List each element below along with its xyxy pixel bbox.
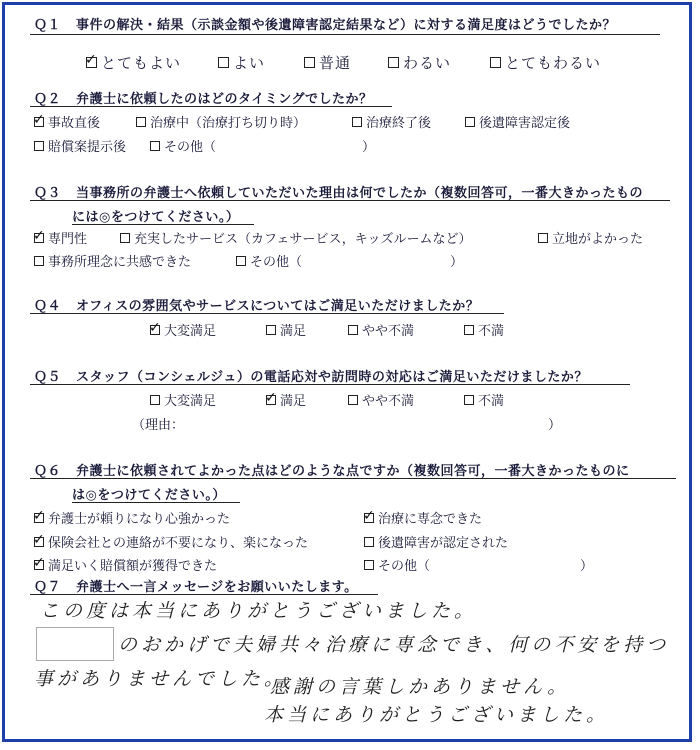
q2-number: Ｑ２ — [34, 92, 62, 107]
checkbox-icon[interactable] — [85, 52, 98, 68]
checkbox-icon[interactable] — [150, 141, 160, 151]
q4-option-2[interactable]: 満足 — [266, 320, 306, 339]
checkbox-icon[interactable] — [490, 57, 501, 68]
q6-option-6[interactable]: その他（ — [364, 555, 430, 574]
q4-option-1[interactable]: ✓ 大変満足 — [149, 319, 217, 339]
q2-option-1[interactable]: ✓ 事故直後 — [33, 111, 101, 131]
checkbox-icon[interactable] — [352, 117, 362, 127]
q1-option-4[interactable]: わるい — [388, 52, 451, 73]
check-mark-icon: ✓ — [33, 111, 45, 128]
message-line-4: 感謝の言葉しかありません。 — [270, 676, 571, 698]
checkbox-icon[interactable] — [364, 560, 374, 570]
q1-option-5[interactable]: とてもわるい — [490, 52, 601, 73]
q2-option-2[interactable]: 治療中（治療打ち切り時） — [136, 112, 306, 131]
checkbox-icon[interactable] — [236, 256, 246, 266]
checkbox-icon[interactable] — [464, 325, 474, 335]
q6-underline-2 — [72, 502, 240, 503]
checkbox-icon[interactable] — [388, 57, 399, 68]
q1-option-2[interactable]: よい — [218, 52, 265, 73]
q3-underline-2 — [72, 224, 254, 225]
q2-option-6[interactable]: その他（ — [150, 136, 216, 155]
message-line-3: 事がありませんでした。 — [34, 668, 288, 690]
checkbox-icon[interactable] — [149, 319, 161, 336]
q3-option-3[interactable]: 立地がよかった — [538, 228, 643, 247]
checkbox-icon[interactable] — [465, 117, 475, 127]
q1-option-3[interactable]: 普通 — [304, 52, 351, 73]
checkbox-icon[interactable] — [464, 395, 474, 405]
q7-question: 弁護士へ一言メッセージをお願いいたします。 — [76, 580, 358, 595]
q5-option-2[interactable]: ✓ 満足 — [265, 389, 307, 409]
q5-option-1[interactable]: 大変満足 — [150, 390, 216, 409]
check-mark-icon: ✓ — [33, 531, 45, 548]
check-mark-icon: ✓ — [265, 389, 277, 406]
checkbox-icon[interactable] — [265, 389, 277, 406]
q5-option-4[interactable]: 不満 — [464, 390, 504, 409]
q2-other-close: ） — [362, 140, 376, 155]
checkbox-icon[interactable] — [363, 507, 375, 524]
check-mark-icon: ✓ — [33, 227, 45, 244]
q5-number: Ｑ５ — [34, 370, 62, 385]
q6-option-2[interactable]: ✓ 治療に専念できた — [363, 507, 483, 527]
q6-question-cont: は◎をつけてください。） — [72, 488, 226, 503]
q2-option-4[interactable]: 後遺障害認定後 — [465, 112, 570, 131]
q1-option-1[interactable]: ✓ とてもよい — [85, 52, 182, 72]
q5-option-3[interactable]: やや不満 — [348, 390, 414, 409]
checkbox-icon[interactable] — [304, 57, 315, 68]
q5-underline — [30, 384, 630, 385]
q3-option-2[interactable]: 充実したサービス（カフェサービス，キッズルームなど） — [120, 228, 471, 247]
check-mark-icon: ✓ — [33, 507, 45, 524]
checkbox-icon[interactable] — [33, 507, 45, 524]
checkbox-icon[interactable] — [364, 537, 374, 547]
q6-option-3[interactable]: ✓ 保険会社との連絡が不要になり、楽になった — [33, 531, 309, 551]
checkbox-icon[interactable] — [34, 141, 44, 151]
message-line-1: この度は本当にありがとうございました。 — [40, 600, 478, 622]
check-mark-icon: ✓ — [149, 319, 161, 336]
q1-number: Ｑ１ — [34, 18, 62, 33]
message-line-5: 本当にありがとうございました。 — [264, 704, 610, 726]
check-mark-icon: ✓ — [363, 507, 375, 524]
check-mark-icon: ✓ — [85, 52, 98, 68]
q4-option-4[interactable]: 不満 — [464, 320, 504, 339]
q3-option-5[interactable]: その他（ — [236, 251, 302, 270]
q4-question: オフィスの雰囲気やサービスについてはご満足いただけましたか？ — [76, 299, 480, 314]
q5-reason-close: ） — [548, 418, 562, 433]
q4-underline — [30, 313, 504, 314]
q3-option-4[interactable]: 事務所理念に共感できた — [34, 251, 191, 270]
q6-other-close: ） — [580, 559, 594, 574]
q3-other-close: ） — [450, 255, 464, 270]
q3-number: Ｑ３ — [34, 186, 62, 201]
checkbox-icon[interactable] — [33, 554, 45, 571]
checkbox-icon[interactable] — [348, 325, 358, 335]
q1-question: 事件の解決・結果（示談金額や後遺障害認定結果など）に対する満足度はどうでしたか？ — [76, 18, 617, 33]
q5-reason-label: （理由： — [132, 418, 185, 433]
q2-underline — [30, 106, 392, 107]
q1-underline — [30, 34, 660, 35]
q2-option-3[interactable]: 治療終了後 — [352, 112, 431, 131]
q3-option-1[interactable]: ✓ 専門性 — [33, 227, 88, 247]
checkbox-icon[interactable] — [33, 111, 45, 128]
checkbox-icon[interactable] — [218, 57, 229, 68]
q6-option-4[interactable]: 後遺障害が認定された — [364, 532, 508, 551]
checkbox-icon[interactable] — [348, 395, 358, 405]
q5-question: スタッフ（コンシェルジュ）の電話応対や訪問時の対応はご満足いただけましたか？ — [76, 370, 588, 385]
q3-question: 当事務所の弁護士へ依頼していただいた理由は何でしたか（複数回答可，一番大きかったもの — [76, 186, 644, 201]
q7-underline — [30, 594, 378, 595]
checkbox-icon[interactable] — [150, 395, 160, 405]
checkbox-icon[interactable] — [136, 117, 146, 127]
q2-option-5[interactable]: 賠償案提示後 — [34, 136, 126, 155]
checkbox-icon[interactable] — [33, 531, 45, 548]
redacted-name-box — [36, 627, 114, 661]
q3-question-cont: には◎をつけてください。） — [72, 210, 240, 225]
checkbox-icon[interactable] — [120, 233, 130, 243]
q3-underline — [30, 200, 670, 201]
checkbox-icon[interactable] — [538, 233, 548, 243]
q6-underline — [30, 478, 676, 479]
checkbox-icon[interactable] — [266, 325, 276, 335]
q6-option-1[interactable]: ✓ 弁護士が頼りになり心強かった — [33, 507, 231, 527]
checkbox-icon[interactable] — [33, 227, 45, 244]
q6-option-5[interactable]: ✓ 満足いく賠償額が獲得できた — [33, 554, 218, 574]
q6-question: 弁護士に依頼されてよかった点はどのような点ですか（複数回答可，一番大きかったものに — [76, 464, 630, 479]
checkbox-icon[interactable] — [34, 256, 44, 266]
q4-option-3[interactable]: やや不満 — [348, 320, 414, 339]
q2-question: 弁護士に依頼したのはどのタイミングでしたか？ — [76, 92, 373, 107]
q7-number: Ｑ７ — [34, 580, 62, 595]
check-mark-icon: ✓ — [33, 554, 45, 571]
message-line-2: のおかげで夫婦共々治療に専念でき、何の不安を持つ — [118, 634, 670, 656]
q4-number: Ｑ４ — [34, 299, 62, 314]
q6-number: Ｑ６ — [34, 464, 62, 479]
